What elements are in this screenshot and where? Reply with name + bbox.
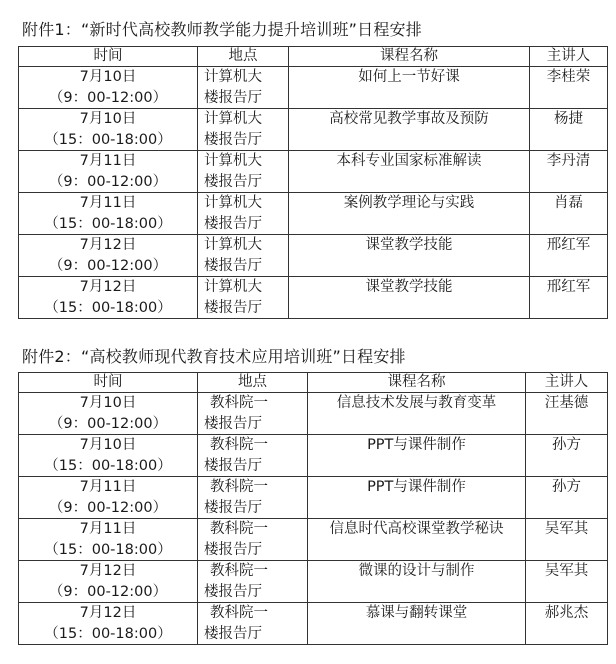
date-text: 7月11日 [79,521,137,537]
date-text: 7月12日 [79,563,137,579]
cell-time [19,109,198,151]
cell-time [19,393,198,435]
place-line-1: 计算机大 [204,279,262,295]
table-row [19,603,608,645]
cell-speaker: 吴军其 [526,519,608,561]
place-line-2: 楼报告厅 [204,215,262,232]
date-text: 7月11日 [79,153,137,169]
cell-course: 课堂教学技能 [289,235,530,277]
date-text: 7月12日 [79,279,137,295]
table-row [19,277,608,319]
place-line-1: 计算机大 [204,69,262,85]
section-1-title: 附件1：“新时代高校教师教学能力提升培训班”日程安排 [22,20,422,39]
time-range-text: （9：00-12:00） [48,415,168,432]
place-line-2: 楼报告厅 [204,131,262,148]
cell-place [198,561,308,603]
table-row [19,67,608,109]
cell-course: 案例教学理论与实践 [289,193,530,235]
cell-time [19,277,198,319]
table-row [19,561,608,603]
cell-place [198,109,289,151]
place-line-2: 楼报告厅 [204,625,262,642]
cell-time [19,603,198,645]
cell-speaker: 杨捷 [530,109,608,151]
table-row [19,235,608,277]
schedule-table-1 [18,46,608,319]
date-text: 7月10日 [79,437,137,453]
cell-speaker: 吴军其 [526,561,608,603]
place-line-1: 教科院一 [210,563,268,579]
place-line-2: 楼报告厅 [204,173,262,190]
cell-time [19,435,198,477]
cell-speaker: 孙方 [526,477,608,519]
cell-time [19,151,198,193]
time-range-text: （15：00-18:00） [44,215,172,232]
cell-time [19,193,198,235]
cell-place [198,67,289,109]
cell-course: PPT与课件制作 [308,477,526,519]
table-header-row [19,47,608,67]
cell-place [198,151,289,193]
time-range-text: （15：00-18:00） [44,131,172,148]
section-2-title: 附件2：“高校教师现代教育技术应用培训班”日程安排 [22,347,406,366]
cell-speaker: 郝兆杰 [526,603,608,645]
time-range-text: （9：00-12:00） [48,173,168,190]
place-line-1: 计算机大 [204,195,262,211]
cell-place [198,477,308,519]
header-place: 地点 [198,373,308,393]
cell-time [19,67,198,109]
place-line-2: 楼报告厅 [204,257,262,274]
cell-speaker: 李丹清 [530,151,608,193]
cell-course: 本科专业国家标准解读 [289,151,530,193]
schedule-table-2 [18,372,608,645]
cell-time [19,235,198,277]
place-line-1: 教科院一 [210,521,268,537]
cell-course: 微课的设计与制作 [308,561,526,603]
cell-place [198,193,289,235]
table-row [19,151,608,193]
cell-speaker: 邢红军 [530,235,608,277]
header-time: 时间 [19,47,198,67]
header-course: 课程名称 [289,47,530,67]
place-line-2: 楼报告厅 [204,541,262,558]
header-place: 地点 [198,47,289,67]
cell-course: 高校常见教学事故及预防 [289,109,530,151]
date-text: 7月11日 [79,479,137,495]
time-range-text: （9：00-12:00） [48,583,168,600]
place-line-2: 楼报告厅 [204,457,262,474]
place-line-1: 教科院一 [210,605,268,621]
cell-speaker: 汪基德 [526,393,608,435]
cell-speaker: 邢红军 [530,277,608,319]
table-header-row [19,373,608,393]
cell-time [19,519,198,561]
cell-place [198,519,308,561]
time-range-text: （9：00-12:00） [48,89,168,106]
place-line-1: 计算机大 [204,111,262,127]
cell-place [198,235,289,277]
time-range-text: （9：00-12:00） [48,257,168,274]
date-text: 7月12日 [79,605,137,621]
header-speaker: 主讲人 [530,47,608,67]
table-row [19,393,608,435]
date-text: 7月12日 [79,237,137,253]
cell-place [198,435,308,477]
cell-speaker: 孙方 [526,435,608,477]
cell-place [198,277,289,319]
table-body-2 [19,393,608,645]
place-line-2: 楼报告厅 [204,299,262,316]
table-row [19,477,608,519]
cell-course: 信息技术发展与教育变革 [308,393,526,435]
header-speaker: 主讲人 [526,373,608,393]
time-range-text: （15：00-18:00） [44,299,172,316]
cell-time [19,477,198,519]
cell-course: PPT与课件制作 [308,435,526,477]
header-course: 课程名称 [308,373,526,393]
cell-speaker: 肖磊 [530,193,608,235]
header-time: 时间 [19,373,198,393]
table-row [19,109,608,151]
cell-speaker: 李桂荣 [530,67,608,109]
time-range-text: （9：00-12:00） [48,499,168,516]
place-line-1: 计算机大 [204,237,262,253]
time-range-text: （15：00-18:00） [44,625,172,642]
cell-place [198,603,308,645]
place-line-1: 教科院一 [210,479,268,495]
place-line-2: 楼报告厅 [204,583,262,600]
time-range-text: （15：00-18:00） [44,541,172,558]
cell-time [19,561,198,603]
place-line-2: 楼报告厅 [204,499,262,516]
table-row [19,435,608,477]
time-range-text: （15：00-18:00） [44,457,172,474]
cell-course: 信息时代高校课堂教学秘诀 [308,519,526,561]
place-line-1: 计算机大 [204,153,262,169]
place-line-1: 教科院一 [210,395,268,411]
table-body-1 [19,67,608,319]
place-line-2: 楼报告厅 [204,415,262,432]
date-text: 7月10日 [79,69,137,85]
table-row [19,193,608,235]
place-line-1: 教科院一 [210,437,268,453]
table-row [19,519,608,561]
cell-course: 课堂教学技能 [289,277,530,319]
cell-place [198,393,308,435]
place-line-2: 楼报告厅 [204,89,262,106]
cell-course: 如何上一节好课 [289,67,530,109]
date-text: 7月10日 [79,111,137,127]
date-text: 7月10日 [79,395,137,411]
date-text: 7月11日 [79,195,137,211]
cell-course: 慕课与翻转课堂 [308,603,526,645]
